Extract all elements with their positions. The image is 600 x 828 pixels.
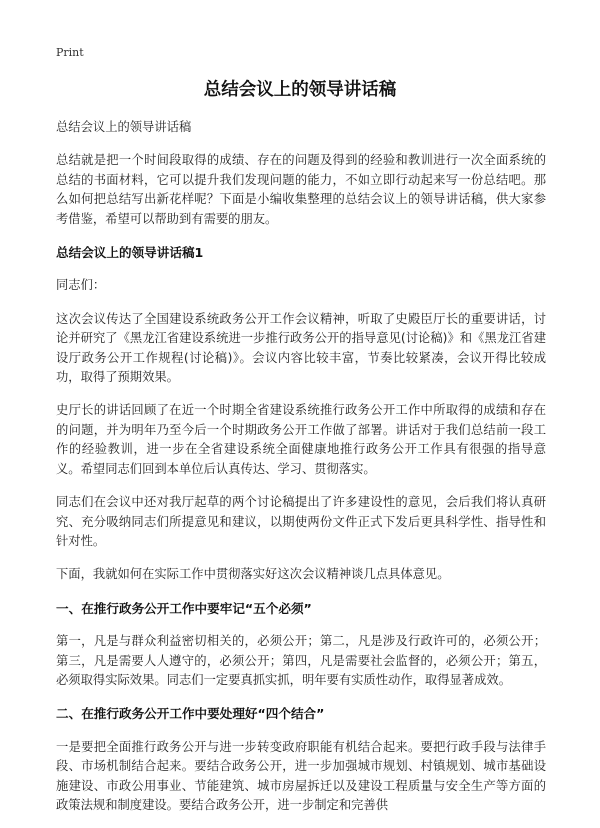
greeting: 同志们： bbox=[56, 278, 106, 293]
body-paragraph: 同志们在会议中还对我厅起草的两个讨论稿提出了许多建设性的意见，会后我们将认真研究、充分吸纳同志们所提意见和建议，以期使两份文件正式下发后更具科学性、指导性和针对性。 bbox=[56, 495, 546, 548]
section-heading: 一、在推行政务公开工作中要牢记“五个必须” bbox=[56, 600, 312, 616]
document-subtitle: 总结会议上的领导讲话稿 bbox=[56, 120, 192, 134]
body-paragraph: 这次会议传达了全国建设系统政务公开工作会议精神，听取了史殿臣厅长的重要讲话，讨论并研究了《黑龙江省建设系统进一步推行政务公开的指导意见(讨论稿)》和《黑龙江省建设厅政务公开工作规程(讨论稿)》。会议内容比较丰富，节奏比较紧凑，会议开得比较成功，取得了预期效果。 bbox=[56, 311, 546, 385]
section-heading: 总结会议上的领导讲话稿1 bbox=[56, 245, 204, 261]
body-paragraph: 下面，我就如何在实际工作中贯彻落实好这次会议精神谈几点具体意见。 bbox=[56, 567, 450, 582]
section-heading: 二、在推行政务公开工作中要处理好“四个结合” bbox=[56, 706, 325, 722]
intro-paragraph: 总结就是把一个时间段取得的成绩、存在的问题及得到的经验和教训进行一次全面系统的总结的书面材料，它可以提升我们发现问题的能力，不如立即行动起来写一份总结吧。那么如何把总结写出新花样呢？下面是小编收集整理的总结会议上的领导讲话稿，供大家参考借鉴，希望可以帮助到有需要的朋友。 bbox=[56, 153, 546, 226]
page-title: 总结会议上的领导讲话稿 bbox=[203, 80, 397, 100]
body-paragraph: 史厅长的讲话回顾了在近一个时期全省建设系统推行政务公开工作中所取得的成绩和存在的问题，并为明年乃至今后一个时期政务公开工作做了部署。讲话对于我们总结前一段工作的经验教训，进一步在全省建设系统全面健康地推行政务公开工作具有很强的指导意义。希望同志们回到本单位后认真传达、学习、贯彻落实。 bbox=[56, 403, 546, 476]
body-paragraph: 一是要把全面推行政务公开与进一步转变政府职能有机结合起来。要把行政手段与法律手段、市场机制结合起来。要结合政务公开，进一步加强城市规划、村镇规划、城市基础设施建设、市政公用事业、节能建筑、城市房屋拆迁以及建设工程质量与安全生产等方面的政策法规和制度建设。要结合政务公开，进一步制定和完善供 bbox=[56, 739, 546, 812]
body-paragraph: 第一，凡是与群众利益密切相关的，必须公开；第二，凡是涉及行政许可的，必须公开；第三，凡是需要人人遵守的，必须公开；第四，凡是需要社会监督的，必须公开；第五，必须取得实际效果。同志们一定要真抓实抓，明年要有实质性动作，取得显著成效。 bbox=[56, 634, 546, 687]
document-body bbox=[56, 118, 546, 815]
print-link[interactable]: Print bbox=[56, 46, 84, 59]
